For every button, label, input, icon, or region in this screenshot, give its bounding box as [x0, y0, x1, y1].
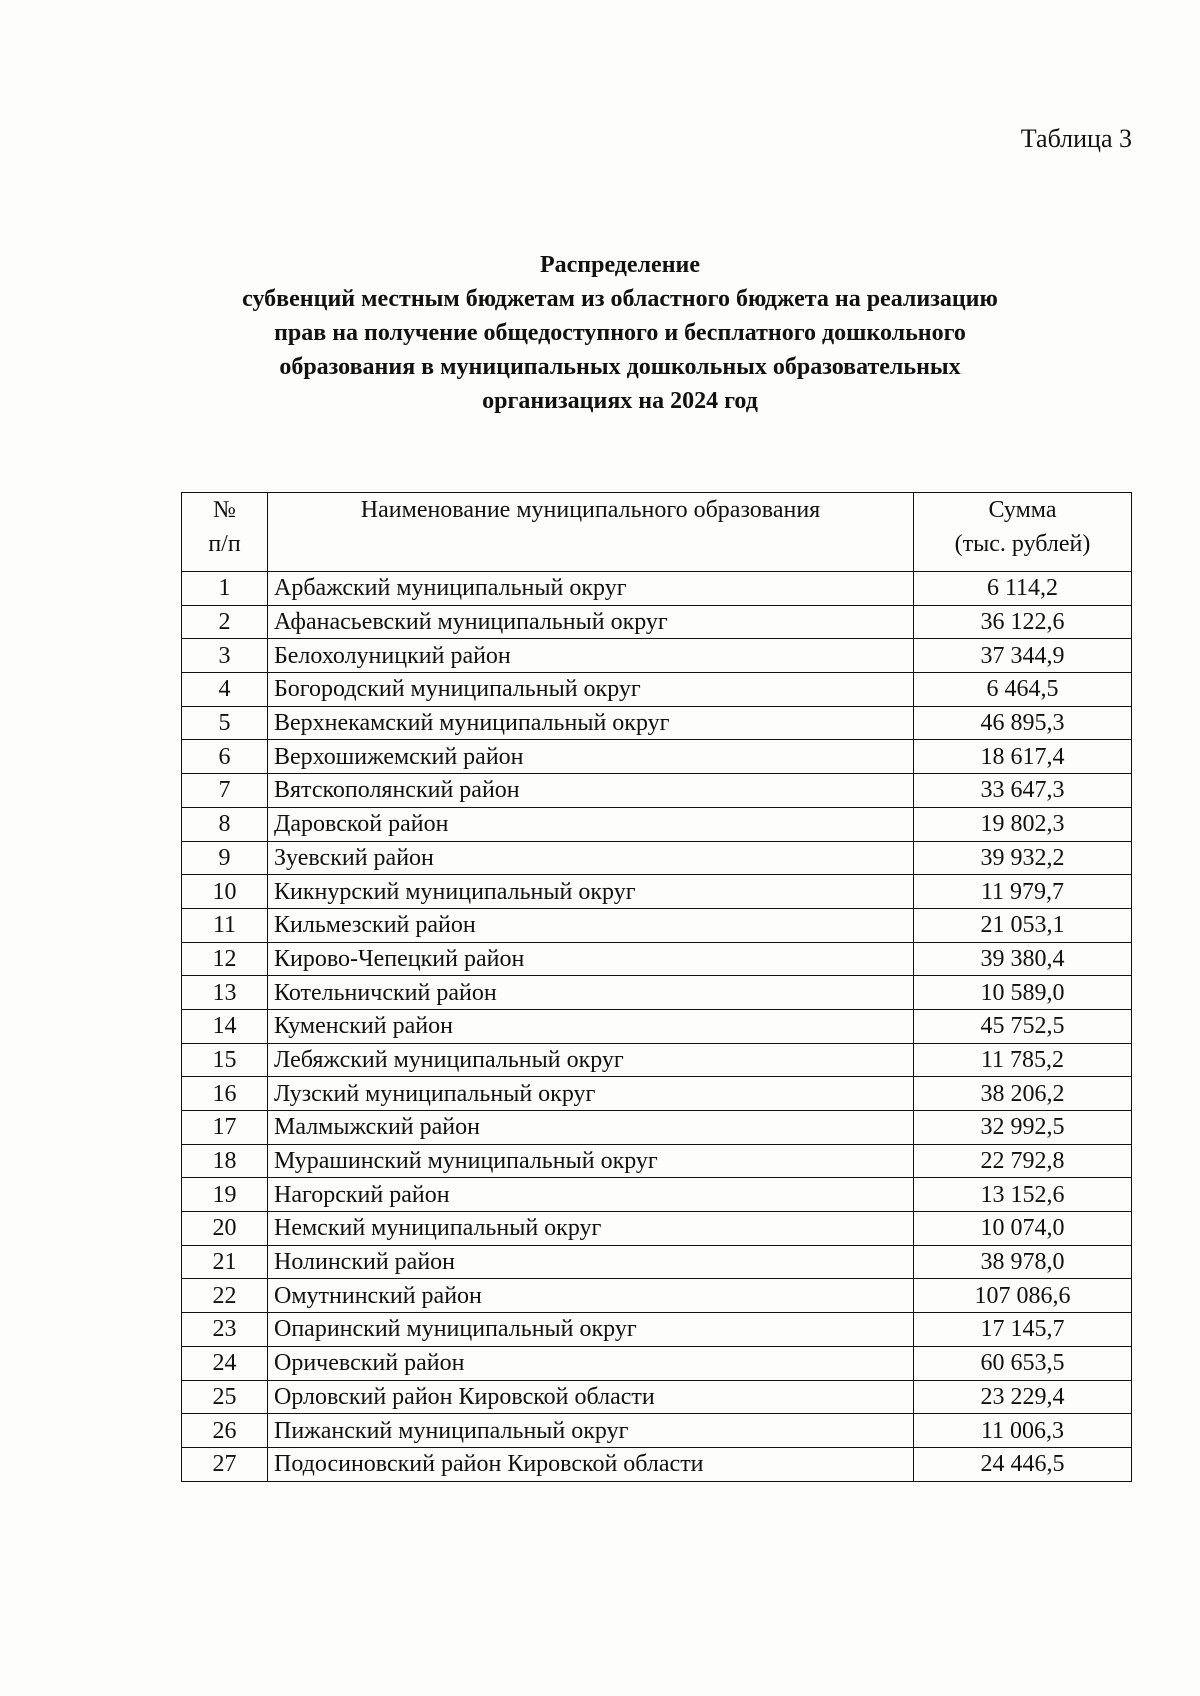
- municipality-name: Нагорский район: [268, 1178, 914, 1212]
- subvention-amount: 10 589,0: [914, 976, 1132, 1010]
- subvention-table: [181, 492, 1132, 1482]
- table-row: [182, 1380, 1132, 1414]
- row-number: 27: [182, 1447, 268, 1481]
- municipality-name: Вятскополянский район: [268, 774, 914, 808]
- table-row: [182, 1279, 1132, 1313]
- subvention-amount: 45 752,5: [914, 1009, 1132, 1043]
- municipality-name: Пижанский муниципальный округ: [268, 1414, 914, 1448]
- row-number: 10: [182, 875, 268, 909]
- subvention-amount: 17 145,7: [914, 1313, 1132, 1347]
- table-row: [182, 1313, 1132, 1347]
- row-number: 22: [182, 1279, 268, 1313]
- row-number: 5: [182, 706, 268, 740]
- row-number: 26: [182, 1414, 268, 1448]
- table-row: [182, 1447, 1132, 1481]
- table-label: Таблица 3: [1020, 124, 1132, 153]
- table-row: [182, 1178, 1132, 1212]
- row-number: 7: [182, 774, 268, 808]
- header-name-line: Наименование муниципального образования: [360, 497, 821, 523]
- table-row: [182, 1212, 1132, 1246]
- subvention-amount: 11 979,7: [914, 875, 1132, 909]
- title-line: Распределение: [539, 252, 701, 278]
- subvention-amount: 11 006,3: [914, 1414, 1132, 1448]
- row-number: 16: [182, 1077, 268, 1111]
- table-row: [182, 942, 1132, 976]
- municipality-name: Котельничский район: [268, 976, 914, 1010]
- table-row: [182, 875, 1132, 909]
- table-row: [182, 807, 1132, 841]
- table-row: [182, 572, 1132, 606]
- subvention-amount: 39 380,4: [914, 942, 1132, 976]
- municipality-name: Малмыжский район: [268, 1111, 914, 1145]
- municipality-name: Богородский муниципальный округ: [268, 673, 914, 707]
- row-number: 1: [182, 572, 268, 606]
- title-line: субвенций местным бюджетам из областного бюджета на реализацию: [242, 286, 998, 312]
- municipality-name: Опаринский муниципальный округ: [268, 1313, 914, 1347]
- subvention-amount: 38 206,2: [914, 1077, 1132, 1111]
- row-number: 24: [182, 1346, 268, 1380]
- municipality-name: Лебяжский муниципальный округ: [268, 1043, 914, 1077]
- subvention-amount: 21 053,1: [914, 908, 1132, 942]
- table-row: [182, 740, 1132, 774]
- document-title: [180, 248, 1060, 418]
- table-row: [182, 1346, 1132, 1380]
- header-sum: [914, 493, 1132, 572]
- table-row: [182, 1111, 1132, 1145]
- municipality-name: Кикнурский муниципальный округ: [268, 875, 914, 909]
- row-number: 17: [182, 1111, 268, 1145]
- row-number: 11: [182, 908, 268, 942]
- table-header-row: [182, 493, 1132, 572]
- municipality-name: Куменский район: [268, 1009, 914, 1043]
- municipality-name: Афанасьевский муниципальный округ: [268, 605, 914, 639]
- municipality-name: Подосиновский район Кировской области: [268, 1447, 914, 1481]
- row-number: 15: [182, 1043, 268, 1077]
- row-number: 19: [182, 1178, 268, 1212]
- subvention-amount: 38 978,0: [914, 1245, 1132, 1279]
- row-number: 3: [182, 639, 268, 673]
- municipality-name: Мурашинский муниципальный округ: [268, 1144, 914, 1178]
- municipality-name: Немский муниципальный округ: [268, 1212, 914, 1246]
- municipality-name: Арбажский муниципальный округ: [268, 572, 914, 606]
- subvention-amount: 10 074,0: [914, 1212, 1132, 1246]
- subvention-amount: 19 802,3: [914, 807, 1132, 841]
- table-row: [182, 1009, 1132, 1043]
- table-row: [182, 1077, 1132, 1111]
- subvention-amount: 107 086,6: [914, 1279, 1132, 1313]
- municipality-name: Верхнекамский муниципальный округ: [268, 706, 914, 740]
- table-row: [182, 639, 1132, 673]
- row-number: 14: [182, 1009, 268, 1043]
- row-number: 18: [182, 1144, 268, 1178]
- municipality-name: Кильмезский район: [268, 908, 914, 942]
- header-name: [268, 493, 914, 572]
- subvention-amount: 24 446,5: [914, 1447, 1132, 1481]
- subvention-amount: 6 114,2: [914, 572, 1132, 606]
- title-line: организациях на 2024 год: [482, 388, 758, 414]
- row-number: 23: [182, 1313, 268, 1347]
- row-number: 21: [182, 1245, 268, 1279]
- subvention-amount: 36 122,6: [914, 605, 1132, 639]
- subvention-amount: 22 792,8: [914, 1144, 1132, 1178]
- municipality-name: Белохолуницкий район: [268, 639, 914, 673]
- header-number-line: п/п: [208, 531, 241, 557]
- subvention-amount: 60 653,5: [914, 1346, 1132, 1380]
- table-row: [182, 1414, 1132, 1448]
- table-row: [182, 774, 1132, 808]
- municipality-name: Даровской район: [268, 807, 914, 841]
- table-row: [182, 1043, 1132, 1077]
- row-number: 6: [182, 740, 268, 774]
- subvention-amount: 11 785,2: [914, 1043, 1132, 1077]
- row-number: 25: [182, 1380, 268, 1414]
- table-body: [182, 572, 1132, 1482]
- table-row: [182, 1144, 1132, 1178]
- subvention-amount: 6 464,5: [914, 673, 1132, 707]
- subvention-amount: 23 229,4: [914, 1380, 1132, 1414]
- subvention-amount: 33 647,3: [914, 774, 1132, 808]
- row-number: 2: [182, 605, 268, 639]
- header-sum-line: Сумма: [988, 497, 1057, 523]
- row-number: 4: [182, 673, 268, 707]
- municipality-name: Лузский муниципальный округ: [268, 1077, 914, 1111]
- table-row: [182, 908, 1132, 942]
- table-row: [182, 841, 1132, 875]
- subvention-amount: 13 152,6: [914, 1178, 1132, 1212]
- subvention-amount: 32 992,5: [914, 1111, 1132, 1145]
- municipality-name: Нолинский район: [268, 1245, 914, 1279]
- table-row: [182, 976, 1132, 1010]
- header-number-line: №: [213, 497, 236, 523]
- table-row: [182, 706, 1132, 740]
- subvention-amount: 39 932,2: [914, 841, 1132, 875]
- subvention-amount: 46 895,3: [914, 706, 1132, 740]
- municipality-name: Зуевский район: [268, 841, 914, 875]
- municipality-name: Верхошижемский район: [268, 740, 914, 774]
- row-number: 9: [182, 841, 268, 875]
- municipality-name: Орловский район Кировской области: [268, 1380, 914, 1414]
- municipality-name: Омутнинский район: [268, 1279, 914, 1313]
- row-number: 20: [182, 1212, 268, 1246]
- table-row: [182, 605, 1132, 639]
- row-number: 13: [182, 976, 268, 1010]
- title-line: прав на получение общедоступного и бесплатного дошкольного: [274, 320, 966, 346]
- row-number: 12: [182, 942, 268, 976]
- header-number: [182, 493, 268, 572]
- table-row: [182, 1245, 1132, 1279]
- subvention-amount: 18 617,4: [914, 740, 1132, 774]
- municipality-name: Оричевский район: [268, 1346, 914, 1380]
- subvention-amount: 37 344,9: [914, 639, 1132, 673]
- table-row: [182, 673, 1132, 707]
- header-sum-line: (тыс. рублей): [954, 531, 1091, 557]
- title-line: образования в муниципальных дошкольных образовательных: [279, 354, 961, 380]
- row-number: 8: [182, 807, 268, 841]
- municipality-name: Кирово-Чепецкий район: [268, 942, 914, 976]
